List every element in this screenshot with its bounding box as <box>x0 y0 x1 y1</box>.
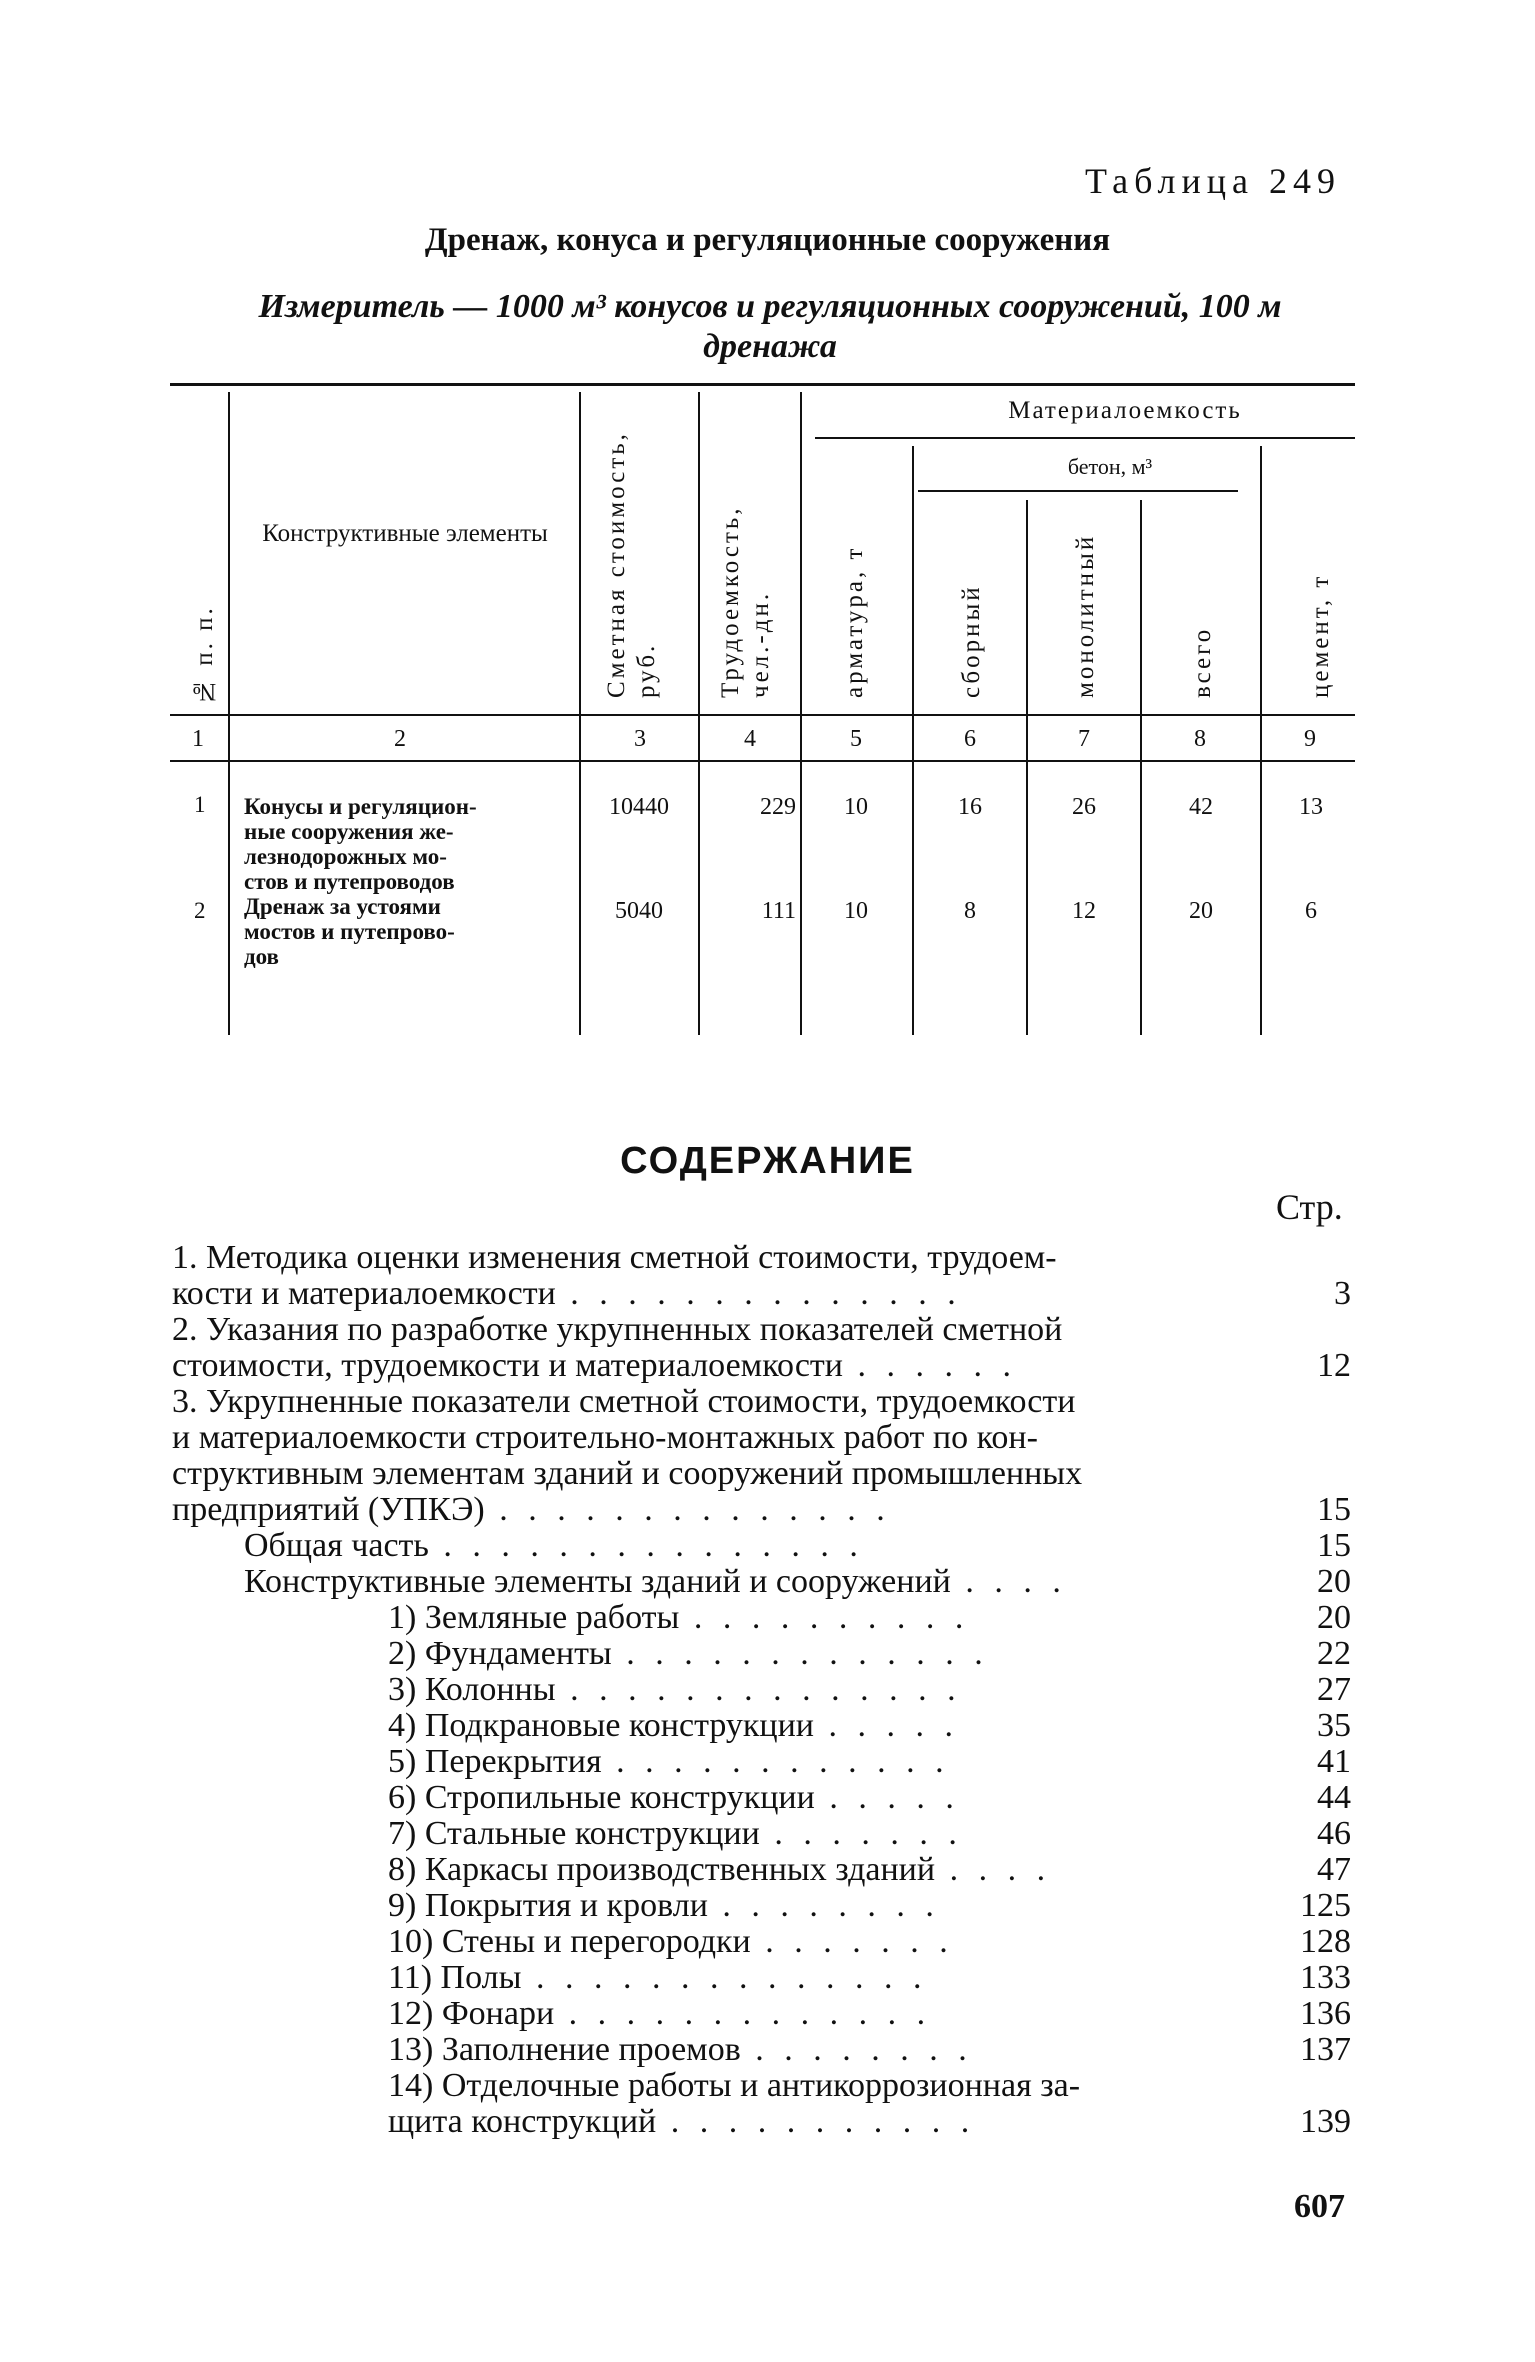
toc-leader-dots: . . . . . . . . <box>707 1887 940 1924</box>
col-divider-8 <box>1260 446 1262 1035</box>
row-element <box>244 794 570 894</box>
row-element-line: лезнодорожных мо- <box>244 844 447 869</box>
toc-entry-page: 35 <box>1317 1707 1351 1744</box>
toc-entry-line: 6) Стропильные конструкции . . . . . <box>388 1779 960 1816</box>
toc-entry-page: 139 <box>1300 2103 1351 2140</box>
toc-leader-dots: . . . . . . . . <box>740 2031 973 2068</box>
toc-leader-dots: . . . . . . . . . . . . . <box>554 1995 932 2032</box>
toc-entry-line: и материалоемкости строительно-монтажных работ по кон- <box>172 1419 1038 1456</box>
table-unit-line-2: дренажа <box>703 328 837 365</box>
col-divider-3 <box>698 392 700 1035</box>
toc-entry-line: 2) Фундаменты . . . . . . . . . . . . . <box>388 1635 989 1672</box>
toc-leader-dots: . . . . . . <box>843 1347 1017 1384</box>
cell-cement: 6 <box>1305 898 1317 924</box>
toc-entry-line: 14) Отделочные работы и антикоррозионная за- <box>388 2067 1081 2104</box>
table-unit <box>170 287 1370 367</box>
toc-entry-page: 46 <box>1317 1815 1351 1852</box>
cell-cement: 13 <box>1299 794 1323 820</box>
toc-entry-line: 12) Фонари . . . . . . . . . . . . . <box>388 1995 932 2032</box>
header-labor: Трудоемкость, чел.-дн. <box>717 505 774 698</box>
toc-entry-page: 20 <box>1317 1563 1351 1600</box>
header-bottom-rule <box>170 714 1355 716</box>
row-number: 1 <box>194 792 206 817</box>
toc-entry-line: 7) Стальные конструкции . . . . . . . <box>388 1815 963 1852</box>
materials-underline <box>815 437 1355 439</box>
table-number: Таблица 249 <box>1085 161 1341 201</box>
column-number: 4 <box>744 726 756 752</box>
toc-leader-dots: . . . . . . . <box>750 1923 954 1960</box>
row-element-line: мостов и путепрово- <box>244 919 455 944</box>
table-top-rule <box>170 383 1355 386</box>
cell-monolithic: 26 <box>1072 794 1096 820</box>
column-number: 9 <box>1304 726 1316 752</box>
header-cost: Сметная стоимость, руб. <box>603 431 660 698</box>
cell-cost: 10440 <box>609 794 669 820</box>
toc-entry-page: 47 <box>1317 1851 1351 1888</box>
header-row-no: № п. п. <box>191 605 218 705</box>
toc-leader-dots: . . . . <box>950 1563 1067 1600</box>
toc-leader-dots: . . . . . . . . . . . . . . <box>555 1275 962 1312</box>
row-element-line: стов и путепроводов <box>244 869 455 894</box>
toc-entry-line: Общая часть . . . . . . . . . . . . . . . <box>244 1527 864 1564</box>
column-number: 2 <box>394 726 406 752</box>
toc-title: СОДЕРЖАНИЕ <box>620 1140 915 1182</box>
toc-entry-page: 136 <box>1300 1995 1351 2032</box>
header-cement: цемент, т <box>1307 573 1334 698</box>
row-element-line: Конусы и регуляцион- <box>244 794 477 819</box>
page-number: 607 <box>1294 2188 1345 2225</box>
row-element <box>244 894 570 969</box>
toc-leader-dots: . . . . . . . . . . . . . . <box>484 1491 891 1528</box>
cell-monolithic: 12 <box>1072 898 1096 924</box>
cell-labor: 229 <box>760 794 796 820</box>
col-divider-7 <box>1140 500 1142 1035</box>
col-divider-1 <box>228 392 230 1035</box>
toc-leader-dots: . . . . . . . . . . . . <box>601 1743 950 1780</box>
toc-leader-dots: . . . . . . . . . . . . . <box>611 1635 989 1672</box>
header-concrete: бетон, м³ <box>1067 454 1153 479</box>
toc-entry-line: 11) Полы . . . . . . . . . . . . . . <box>388 1959 928 1996</box>
cell-armature: 10 <box>844 898 868 924</box>
concrete-underline <box>918 490 1238 492</box>
toc-entry-page: 15 <box>1317 1527 1351 1564</box>
toc-entry-line: щита конструкций . . . . . . . . . . . <box>388 2103 976 2140</box>
column-number: 7 <box>1078 726 1090 752</box>
toc-entry-line: кости и материалоемкости . . . . . . . . . . . . . . <box>172 1275 962 1312</box>
toc-entry-page: 22 <box>1317 1635 1351 1672</box>
toc-leader-dots: . . . . . . . . . . . . . . . <box>428 1527 864 1564</box>
toc-entry-line: 3. Укрупненные показатели сметной стоимости, трудоемкости <box>172 1383 1076 1420</box>
toc-leader-dots: . . . . . . . . . . <box>679 1599 970 1636</box>
toc-entry-page: 125 <box>1300 1887 1351 1924</box>
toc-entry-line: 1. Методика оценки изменения сметной стоимости, трудоем- <box>172 1239 1057 1276</box>
header-elements: Конструктивные элементы <box>262 520 548 547</box>
toc-entry-line: 9) Покрытия и кровли . . . . . . . . <box>388 1887 940 1924</box>
col-divider-4 <box>800 392 802 1035</box>
row-element-line: Дренаж за устоями <box>244 894 441 919</box>
toc-leader-dots: . . . . . . . . . . . . . . <box>521 1959 928 1996</box>
header-precast: сборный <box>958 584 985 698</box>
toc-entry-page: 137 <box>1300 2031 1351 2068</box>
row-number: 2 <box>194 898 206 923</box>
column-number: 6 <box>964 726 976 752</box>
toc-leader-dots: . . . . . . . <box>759 1815 963 1852</box>
toc-entry-line: 4) Подкрановые конструкции . . . . . <box>388 1707 959 1744</box>
toc-entry-line: 13) Заполнение проемов . . . . . . . . <box>388 2031 973 2068</box>
column-number: 8 <box>1194 726 1206 752</box>
toc-entry-line: предприятий (УПКЭ) . . . . . . . . . . . . . . <box>172 1491 891 1528</box>
toc-leader-dots: . . . . . <box>814 1707 959 1744</box>
toc-entry-line: стоимости, трудоемкости и материалоемкости . . . . . . <box>172 1347 1017 1384</box>
cell-total: 20 <box>1189 898 1213 924</box>
toc-entry-page: 3 <box>1334 1275 1351 1312</box>
toc-leader-dots: . . . . <box>935 1851 1052 1888</box>
header-armature: арматура, т <box>841 545 868 698</box>
toc-entry-page: 15 <box>1317 1491 1351 1528</box>
row-element-line: дов <box>244 944 279 969</box>
row-element-line: ные сооружения же- <box>244 819 454 844</box>
toc-entry-line: структивным элементам зданий и сооружений промышленных <box>172 1455 1083 1492</box>
toc-leader-dots: . . . . . . . . . . . <box>656 2103 976 2140</box>
header-materials: Материалоемкость <box>1008 397 1242 424</box>
col-divider-6 <box>1026 500 1028 1035</box>
cell-armature: 10 <box>844 794 868 820</box>
table-unit-line-1: Измеритель — 1000 м³ конусов и регуляционных сооружений, 100 м <box>258 288 1282 325</box>
toc-entry-line: Конструктивные элементы зданий и сооружений . . . . <box>244 1563 1067 1600</box>
toc-entry-line: 2. Указания по разработке укрупненных показателей сметной <box>172 1311 1063 1348</box>
toc-entry-page: 44 <box>1317 1779 1351 1816</box>
toc-leader-dots: . . . . . . . . . . . . . . <box>555 1671 962 1708</box>
toc-entry-page: 27 <box>1317 1671 1351 1708</box>
toc-entry-page: 133 <box>1300 1959 1351 1996</box>
toc-entry-line: 8) Каркасы производственных зданий . . . . <box>388 1851 1052 1888</box>
column-number: 1 <box>192 726 204 752</box>
toc-entry-page: 41 <box>1317 1743 1351 1780</box>
toc-entry-page: 12 <box>1317 1347 1351 1384</box>
toc-entry-line: 10) Стены и перегородки . . . . . . . <box>388 1923 954 1960</box>
header-total: всего <box>1189 626 1216 698</box>
cell-precast: 8 <box>964 898 976 924</box>
col-divider-2 <box>579 392 581 1035</box>
column-number: 3 <box>634 726 646 752</box>
column-numbers-rule <box>170 760 1355 762</box>
col-divider-5 <box>912 446 914 1035</box>
toc-page-header: Стр. <box>1276 1187 1343 1227</box>
header-monolithic: монолитный <box>1072 533 1099 698</box>
cell-total: 42 <box>1189 794 1213 820</box>
toc-entry-line: 3) Колонны . . . . . . . . . . . . . . <box>388 1671 962 1708</box>
toc-entry-page: 128 <box>1300 1923 1351 1960</box>
column-number: 5 <box>850 726 862 752</box>
toc-leader-dots: . . . . . <box>814 1779 960 1816</box>
cell-cost: 5040 <box>615 898 663 924</box>
toc-entry-page: 20 <box>1317 1599 1351 1636</box>
toc-entry-line: 1) Земляные работы . . . . . . . . . . <box>388 1599 970 1636</box>
cell-labor: 111 <box>761 898 796 924</box>
table-title: Дренаж, конуса и регуляционные сооружения <box>424 222 1111 258</box>
cell-precast: 16 <box>958 794 982 820</box>
toc-entry-line: 5) Перекрытия . . . . . . . . . . . . <box>388 1743 950 1780</box>
